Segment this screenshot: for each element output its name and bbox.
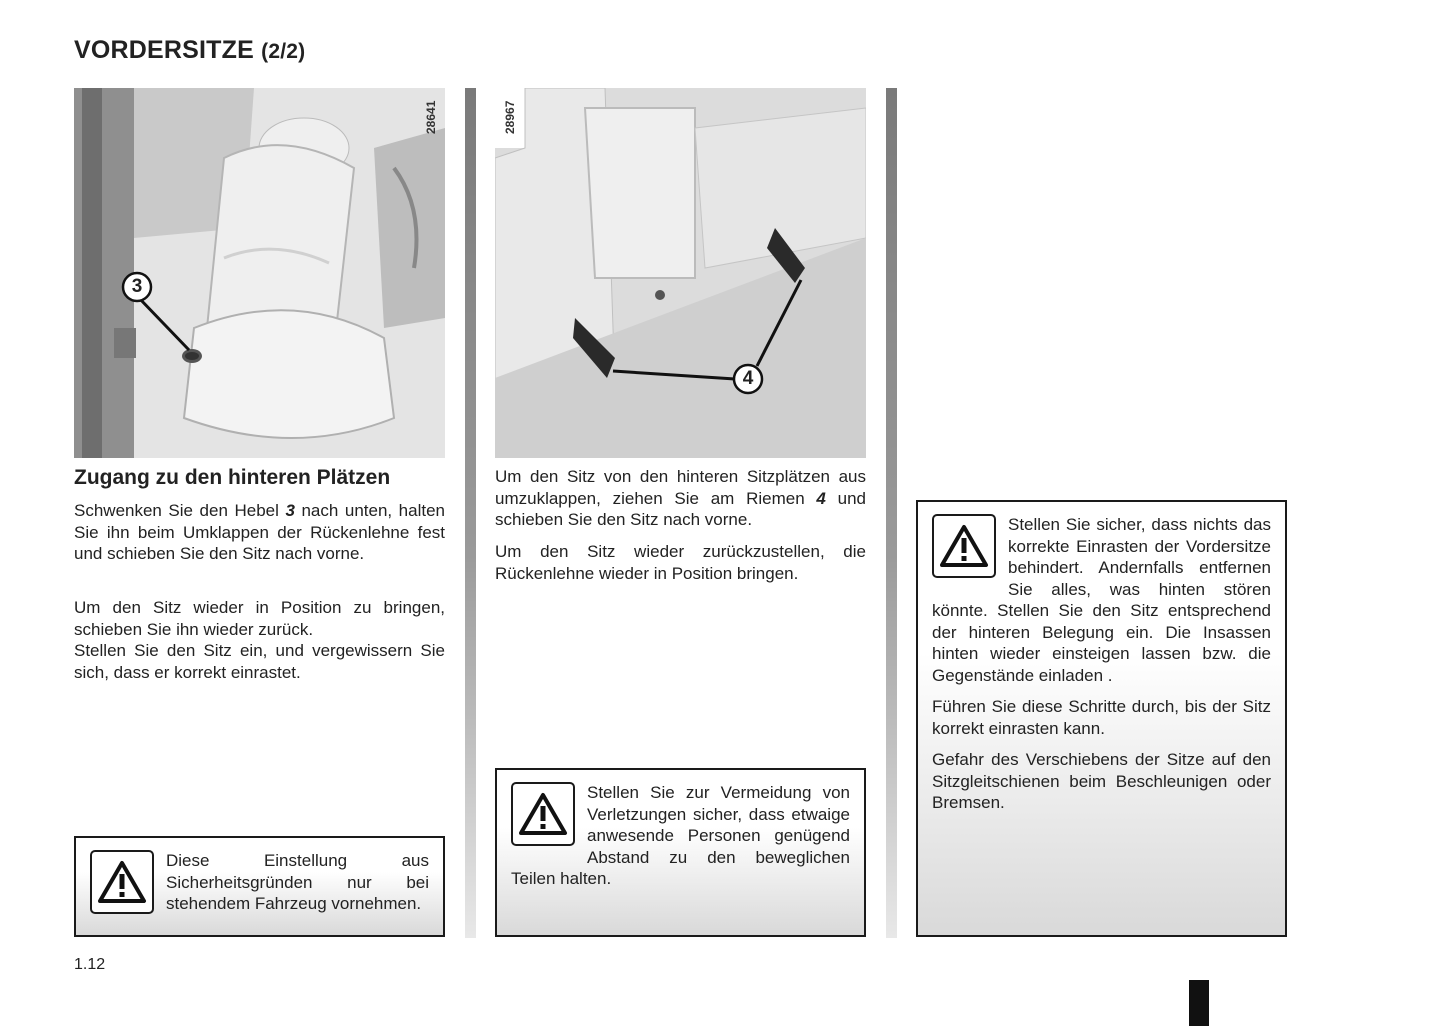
warning-box-3	[916, 500, 1287, 937]
warning-triangle-icon	[511, 782, 575, 846]
callout-4: 4	[742, 368, 754, 389]
section-heading: Zugang zu den hinteren Plätzen	[74, 466, 391, 489]
page-number: 1.12	[74, 956, 106, 973]
section-tab-marker	[1189, 980, 1209, 1026]
warning-box-2	[495, 768, 866, 937]
title-main: VORDERSITZE	[74, 36, 254, 64]
seat-lever-photo	[74, 88, 445, 458]
photo-code: 28967	[503, 100, 517, 134]
column-divider-2	[886, 88, 897, 938]
warning-text: Diese Einstellung aus Sicherheitsgründen nur bei stehendem Fahrzeug vornehmen.	[166, 851, 429, 913]
column-divider-1	[465, 88, 476, 938]
column2-paragraph-2: Um den Sitz wieder zurückzustellen, die Rückenlehne wieder in Position bringen.	[495, 542, 866, 583]
column1-paragraph-2: Um den Sitz wieder in Position zu bringen, schieben Sie ihn wieder zurück. Stellen Sie den Sitz ein, und vergewissern Sie sich, dass er korrekt einrastet.	[74, 598, 445, 682]
page-title	[74, 36, 305, 65]
warning-text-2: Führen Sie diese Schritte durch, bis der Sitz korrekt einrasten kann.	[932, 697, 1271, 738]
column2-paragraph-1: Um den Sitz von den hinteren Sitzplätzen aus umzuklappen, ziehen Sie am Riemen 4 und schieben Sie den Sitz nach vorne.	[495, 467, 866, 529]
warning-text-3: Gefahr des Verschiebens der Sitze auf den Sitzgleitschienen beim Beschleunigen oder Bremsen.	[932, 750, 1271, 812]
warning-text-1: Stellen Sie sicher, dass nichts das korrekte Einrasten der Vordersitze behindert. Andernfalls entfernen Sie alles, was hinten stören könnte. Stellen Sie den Sitz entsprechend der hinteren Belegung ein. Die Insassen hinten wieder einsteigen lassen bzw. die Gegenstände einladen .	[932, 515, 1271, 685]
warning-box-1	[74, 836, 445, 937]
seat-strap-photo	[495, 88, 866, 458]
warning-triangle-icon	[932, 514, 996, 578]
photo-code: 28641	[424, 100, 438, 134]
warning-triangle-icon	[90, 850, 154, 914]
column1-paragraph-1: Schwenken Sie den Hebel 3 nach unten, halten Sie ihn beim Umklappen der Rückenlehne fest und schieben Sie den Sitz nach vorne.	[74, 501, 445, 563]
reference-3: 3	[285, 501, 295, 520]
callout-3: 3	[131, 276, 143, 297]
warning-text: Stellen Sie zur Vermeidung von Verletzungen sicher, dass etwaige anwesende Personen genügend Abstand zu den beweglichen Teilen halten.	[511, 783, 850, 888]
reference-4: 4	[816, 488, 826, 508]
title-subtitle: (2/2)	[261, 40, 306, 63]
